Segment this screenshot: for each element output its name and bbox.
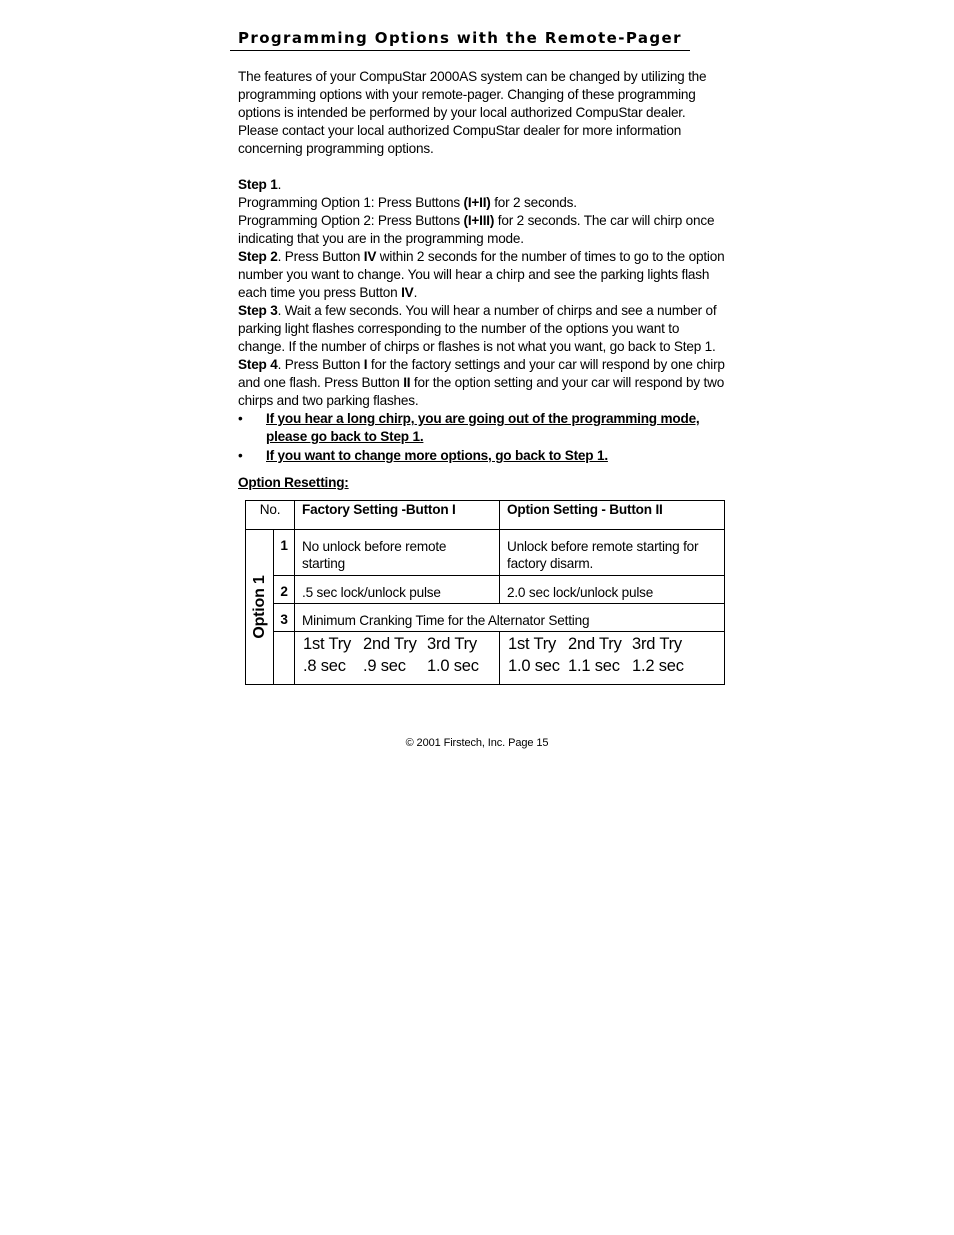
list-item: • If you want to change more options, go back to Step 1. bbox=[238, 448, 608, 463]
factory-setting-cell: .5 sec lock/unlock pulse bbox=[295, 576, 500, 604]
option-resetting-heading: Option Resetting: bbox=[238, 475, 349, 490]
option-label: Option 1 bbox=[250, 575, 268, 639]
header-option-setting: Option Setting - Button II bbox=[500, 501, 725, 530]
step-3-label: Step 3 bbox=[238, 303, 278, 318]
header-no: No. bbox=[246, 501, 295, 530]
programming-option-2: Programming Option 2: Press Buttons (I+III) for 2 seconds. The car will chirp once indicating that you are in the programming mode. bbox=[238, 213, 715, 246]
intro-paragraph: The features of your CompuStar 2000AS system can be changed by utilizing the programming options with your remote-pager. Changing of these programming options is intended be performed by your local authorized CompuStar dealer. Please contact your local authorized CompuStar dealer for more information concerning programming options. bbox=[238, 69, 707, 156]
bullet-icon: • bbox=[238, 448, 243, 463]
row-number: 1 bbox=[274, 530, 295, 576]
row-number: 3 bbox=[274, 604, 295, 632]
body-text bbox=[238, 68, 728, 492]
header-factory-setting: Factory Setting -Button I bbox=[295, 501, 500, 530]
factory-cranking-cell bbox=[295, 632, 500, 685]
table-header-row bbox=[246, 501, 725, 530]
step-2-label: Step 2 bbox=[238, 249, 278, 264]
option-setting-cell: 2.0 sec lock/unlock pulse bbox=[500, 576, 725, 604]
table-row bbox=[246, 632, 725, 685]
step-4-label: Step 4 bbox=[238, 357, 278, 372]
step-1: Step 1. bbox=[238, 177, 282, 192]
list-item: • If you hear a long chirp, you are going out of the programming mode, please go back to Step 1. bbox=[238, 411, 700, 444]
table-row bbox=[246, 604, 725, 632]
row-number: 2 bbox=[274, 576, 295, 604]
options-table bbox=[245, 500, 725, 685]
option-setting-cell: Unlock before remote starting for factory disarm. bbox=[500, 530, 725, 576]
option-cranking-cell bbox=[500, 632, 725, 685]
page-footer: © 2001 Firstech, Inc. Page 15 bbox=[405, 737, 549, 749]
factory-cranking-grid: 1st Try 2nd Try 3rd Try .8 sec .9 sec 1.0 sec bbox=[303, 635, 479, 675]
table-row bbox=[246, 576, 725, 604]
empty-number-cell bbox=[274, 632, 295, 685]
step-3: Step 3. Wait a few seconds. You will hear a number of chirps and see a number of parking light flashes corresponding to the number of the options you want to change. If the number of chirps or flashes is not what you want, go back to Step 1. bbox=[238, 303, 717, 354]
option-label-cell bbox=[246, 530, 274, 685]
step-1-label: Step 1 bbox=[238, 177, 278, 192]
factory-setting-cell: No unlock before remote starting bbox=[295, 530, 500, 576]
page-title: Programming Options with the Remote-Pager bbox=[230, 29, 690, 51]
bullet-icon: • bbox=[238, 411, 243, 426]
step-2: Step 2. Press Button IV within 2 seconds for the number of times to go to the option number you want to change. You will hear a chirp and see the parking lights flash each time you press Button IV. bbox=[238, 249, 725, 300]
option-cranking-grid: 1st Try 2nd Try 3rd Try 1.0 sec 1.1 sec 1.2 sec bbox=[508, 635, 684, 675]
table-row bbox=[246, 530, 725, 576]
step-4: Step 4. Press Button I for the factory settings and your car will respond by one chirp and one flash. Press Button II for the option setting and your car will respond by two chirps and two parking flashes. bbox=[238, 357, 725, 408]
programming-option-1: Programming Option 1: Press Buttons (I+II) for 2 seconds. bbox=[238, 195, 577, 210]
warning-list bbox=[238, 410, 728, 465]
cranking-time-cell: Minimum Cranking Time for the Alternator Setting bbox=[295, 604, 725, 632]
